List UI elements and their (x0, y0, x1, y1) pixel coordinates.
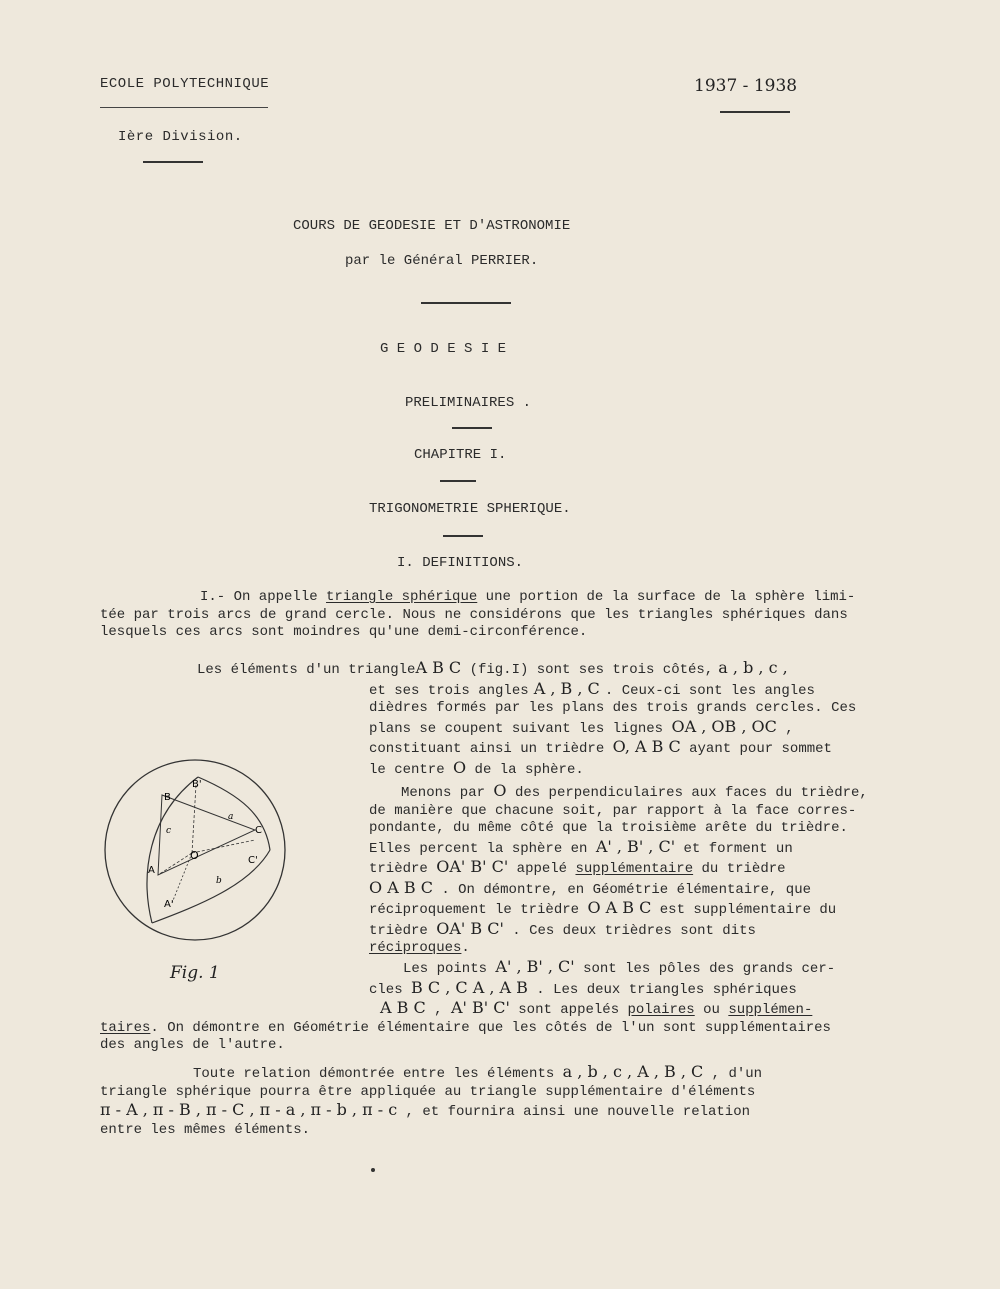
p3-l7-b: est supplémentaire du (651, 902, 837, 918)
term-supplementaire: supplémentaire (575, 861, 694, 877)
term-supplementaires: supplémen- (728, 1002, 813, 1018)
term-reciproques: réciproques (369, 940, 462, 956)
paragraph-3 (369, 782, 868, 958)
p3-l1-b: des perpendiculaires aux faces du trièdre, (506, 785, 868, 801)
p5-line-2: triangle sphérique pourra être appliquée au triangle supplémentaire d'éléments (100, 1083, 756, 1100)
p3-l4-b: et forment un (675, 840, 793, 857)
label-O: O (190, 849, 199, 862)
section-title: I. DEFINITIONS. (397, 555, 524, 571)
p2-l5-hand: O, A B C (612, 737, 681, 756)
term-polaires: polaires (627, 1002, 695, 1018)
division: Ière Division. (118, 129, 243, 145)
p4-l3-a: , (425, 1002, 451, 1018)
p3-l5-a: trièdre (369, 861, 437, 877)
p3-l5-c: du trièdre (693, 861, 786, 877)
inner-triangle (158, 795, 255, 875)
p3-l8-hand: OA' B C' (436, 918, 504, 938)
p4-l3-b: sont appelés (509, 1002, 628, 1018)
p2-l2-a: et ses trois angles (369, 682, 529, 699)
p3-l6-hand: O A B C (369, 877, 433, 897)
term-triangle-spherique: triangle sphérique (326, 589, 478, 605)
axis-ob (192, 785, 196, 853)
p3-l4-a: Elles percent la sphère en (369, 840, 596, 857)
label-Bp: B' (192, 779, 202, 790)
label-b: b (216, 876, 222, 886)
p3-l6-b: . On démontre, en Géométrie élémentaire, que (432, 881, 811, 898)
ink-dot (371, 1168, 375, 1172)
p4-l1-hand: A' , B' , C' (495, 957, 575, 976)
paragraph-1 (100, 589, 855, 642)
p3-l7-hand: O A B C (587, 898, 652, 917)
p2-l6-b: de la sphère. (466, 761, 584, 778)
p1-text-b: une portion de la surface de la sphère limi- (477, 589, 856, 605)
p2-text-a: Les éléments d'un triangle (197, 662, 416, 678)
p3-l1-hand: O (493, 781, 507, 800)
paragraph-4 (100, 958, 835, 1055)
label-B: B (164, 792, 171, 803)
p2-l5-a: constituant ainsi un trièdre (369, 741, 613, 757)
p4-l3-hand2: A' B' C' (450, 998, 510, 1017)
preliminaries-title: PRELIMINAIRES . (405, 395, 532, 411)
p4-l1-b: sont les pôles des grands cer- (574, 961, 836, 977)
p3-l8-a: trièdre (369, 922, 437, 939)
label-C: C (255, 825, 262, 836)
p3-line-2: de manière que chacune soit, par rapport à la face corres- (369, 802, 857, 819)
divider-4 (443, 535, 483, 537)
p4-l1-a: Les points (403, 961, 496, 977)
p4-l2-a: cles (369, 981, 412, 998)
p3-l4-hand: A' , B' , C' (595, 836, 676, 856)
axis-oa (158, 853, 192, 875)
p4-line-5: des angles de l'autre. (100, 1037, 285, 1053)
p2-text-b: (fig.I) sont ses trois côtés, (461, 662, 714, 678)
p4-l4-b: . On démontre en Géométrie élémentaire que les côtés de l'un sont supplémentaires (150, 1019, 831, 1036)
divider-1 (421, 302, 511, 304)
subject-title: TRIGONOMETRIE SPHERIQUE. (369, 501, 571, 517)
p2-l4-hand: OA , OB , OC (671, 716, 777, 736)
p5-l3-hand: π - A , π - B , π - C , π - a , π - b , π - c (100, 1100, 398, 1119)
label-a: a (228, 812, 234, 822)
school-underline (100, 107, 268, 108)
label-Ap: A' (164, 899, 174, 910)
p3-l5-b: appelé (508, 861, 576, 877)
label-Cp: C' (248, 855, 258, 866)
p1-line-2: tée par trois arcs de grand cercle. Nous ne considérons que les triangles sphériques dans (100, 606, 848, 623)
axis-oc (192, 840, 255, 853)
label-c: c (166, 826, 172, 836)
p5-l1-hand: a , b , c , A , B , C (562, 1062, 704, 1081)
great-circle-bc (198, 777, 270, 850)
division-underline (143, 161, 203, 163)
p2-l6-hand: O (453, 757, 467, 777)
p2-l2-b: . Ceux-ci sont les angles (604, 682, 815, 699)
chapter-title: CHAPITRE I. (414, 447, 507, 463)
academic-years: 1937 - 1938 (694, 76, 798, 96)
p3-l9-b: . (461, 940, 470, 956)
p5-l1-a: Toute relation démontrée entre les éléments (193, 1066, 563, 1082)
divider-3 (440, 480, 476, 482)
p3-l5-hand: OA' B' C' (436, 857, 509, 876)
years-underline (720, 111, 790, 113)
p4-l2-b: . Les deux triangles sphériques (527, 981, 797, 998)
figure-1-diagram (100, 755, 290, 945)
p5-l1-b: , d'un (703, 1066, 763, 1082)
p3-line-3: pondante, du même côté que la troisième arête du trièdre. (369, 820, 848, 836)
p2-l5-b: ayant pour sommet (680, 741, 832, 757)
course-author: par le Général PERRIER. (345, 253, 539, 269)
p4-l3-hand1: A B C (380, 998, 426, 1017)
p1-line-3: lesquels ces arcs sont moindres qu'une demi-circonférence. (100, 624, 588, 640)
p3-l7-a: réciproquement le trièdre (369, 902, 588, 918)
term-taires: taires (100, 1019, 151, 1036)
p2-l6-a: le centre (369, 761, 454, 778)
part-title: G E O D E S I E (380, 341, 507, 357)
p4-l2-hand: B C , C A , A B (411, 977, 528, 997)
figure-caption: Fig. 1 (170, 963, 220, 983)
p5-line-4: entre les mêmes éléments. (100, 1121, 311, 1138)
p2-hand-abc: A B C (415, 658, 462, 677)
p2-l4-a: plans se coupent suivant les lignes (369, 720, 672, 737)
p2-hand-sides: a , b , c , (713, 658, 788, 677)
school-name: ECOLE POLYTECHNIQUE (100, 76, 270, 92)
divider-2 (452, 427, 492, 429)
p2-l2-hand: A , B , C (528, 678, 605, 698)
label-A: A (148, 865, 155, 876)
paragraph-5 (100, 1063, 762, 1139)
course-title: COURS DE GEODESIE ET D'ASTRONOMIE (293, 218, 571, 234)
p1-text-a: I.- On appelle (200, 589, 327, 605)
p3-l8-b: . Ces deux trièdres sont dits (503, 922, 756, 939)
p2-l4-b: , (776, 720, 794, 737)
paragraph-2 (197, 659, 856, 779)
p5-l3-b: , et fournira ainsi une nouvelle relation (397, 1104, 751, 1120)
p2-line-3: dièdres formés par les plans des trois grands cercles. Ces (369, 700, 857, 716)
axis-oap (172, 853, 192, 903)
p4-l3-c: ou (694, 1002, 729, 1018)
p3-l1-a: Menons par (401, 785, 494, 801)
